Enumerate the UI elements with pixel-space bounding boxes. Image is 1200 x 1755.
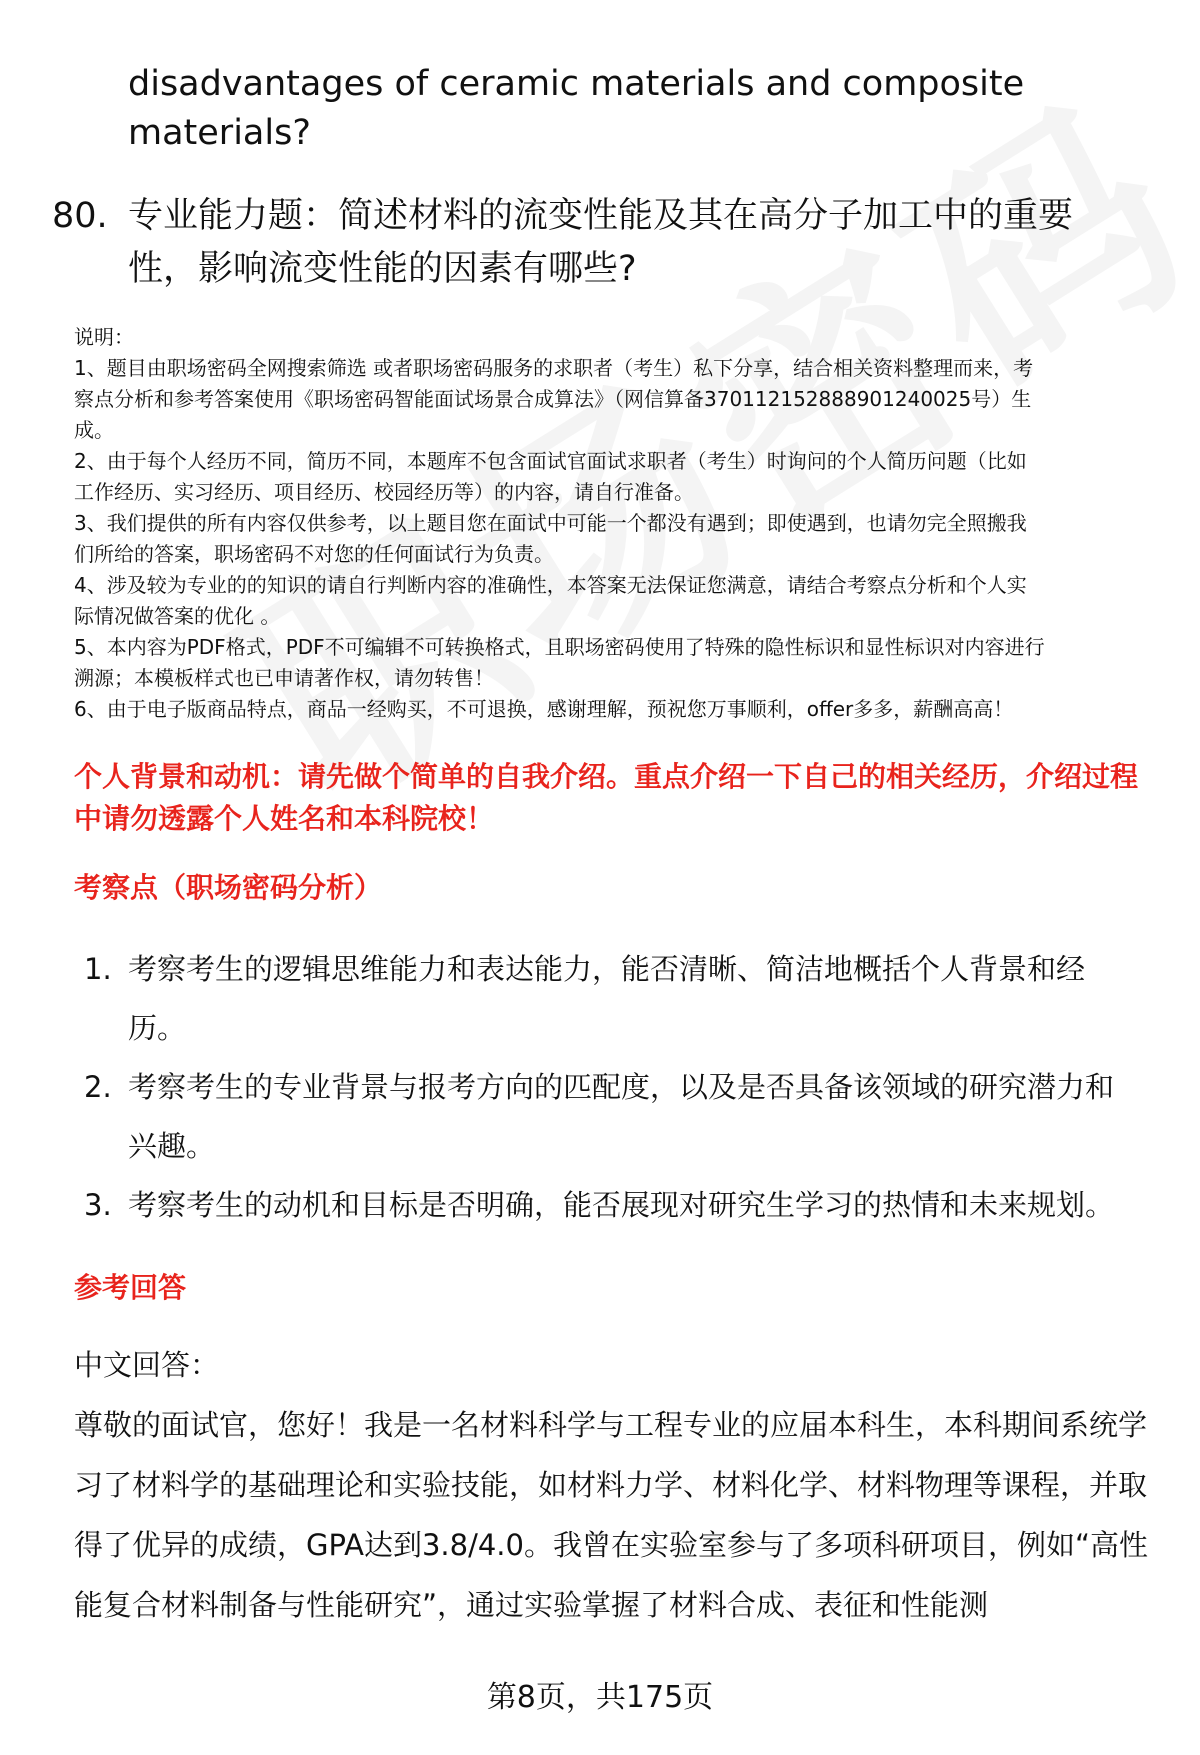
focus-item-number: 3.: [84, 1188, 112, 1222]
page-footer: 第8页，共175页: [486, 1680, 714, 1715]
disclaimer-notes: [74, 322, 1154, 725]
focus-item-text: 考察考生的专业背景与报考方向的匹配度，以及是否具备该领域的研究潜力和兴趣。: [128, 1070, 1115, 1163]
notes-line: 2、由于每个人经历不同，简历不同，本题库不包含面试官面试求职者（考生）时询问的个人简历问题（比如: [74, 449, 1027, 473]
focus-item: [84, 940, 1164, 1058]
focus-item-text: 考察考生的逻辑思维能力和表达能力，能否清晰、简洁地概括个人背景和经历。: [128, 952, 1086, 1045]
notes-line: 察点分析和参考答案使用《职场密码智能面试场景合成算法》（网信算备370112152888901240025号）生: [74, 387, 1032, 411]
focus-item: [84, 1176, 1164, 1235]
notes-line: 工作经历、实习经历、项目经历、校园经历等）的内容，请自行准备。: [74, 480, 694, 504]
notes-line: 6、由于电子版商品特点，商品一经购买，不可退换，感谢理解，预祝您万事顺利，offer多多，薪酬高高！: [74, 697, 1014, 721]
focus-item-text: 考察考生的动机和目标是否明确，能否展现对研究生学习的热情和未来规划。: [128, 1188, 1115, 1222]
notes-line: 1、题目由职场密码全网搜索筛选 或者职场密码服务的求职者（考生）私下分享，结合相关资料整理而来，考: [74, 356, 1034, 380]
focus-item-number: 1.: [84, 952, 112, 986]
answer-label: 中文回答：: [74, 1348, 220, 1382]
question-text: 专业能力题：简述材料的流变性能及其在高分子加工中的重要性，影响流变性能的因素有哪些?: [128, 196, 1074, 289]
notes-line: 溯源；本模板样式也已申请著作权，请勿转售！: [74, 666, 494, 690]
notes-line: 成。: [74, 418, 114, 442]
answer-paragraph: 尊敬的面试官，您好！我是一名材料科学与工程专业的应届本科生，本科期间系统学习了材料学的基础理论和实验技能，如材料力学、材料化学、材料物理等课程，并取得了优异的成绩，GPA达到3.8/4.0。我曾在实验室参与了多项科研项目，例如“高性能复合材料制备与性能研究”，通过实验掌握了材料合成、表征和性能测: [74, 1408, 1148, 1622]
focus-title: 考察点（职场密码分析）: [74, 871, 383, 904]
notes-line: 们所给的答案，职场密码不对您的任何面试行为负责。: [74, 542, 554, 566]
notes-line: 说明：: [74, 325, 134, 349]
notes-line: 5、本内容为PDF格式，PDF不可编辑不可转换格式，且职场密码使用了特殊的隐性标识和显性标识对内容进行: [74, 635, 1045, 659]
notes-line: 4、涉及较为专业的的知识的请自行判断内容的准确性，本答案无法保证您满意，请结合考察点分析和个人实: [74, 573, 1027, 597]
answer-title: 参考回答: [74, 1271, 187, 1304]
question-number: 80.: [52, 196, 108, 236]
question-continuation: disadvantages of ceramic materials and composite materials?: [128, 64, 1025, 153]
notes-line: 3、我们提供的所有内容仅供参考，以上题目您在面试中可能一个都没有遇到；即使遇到，也请勿完全照搬我: [74, 511, 1027, 535]
answer-body: [74, 1335, 1154, 1635]
focus-item: [84, 1058, 1164, 1176]
focus-item-number: 2.: [84, 1070, 112, 1104]
notes-line: 际情况做答案的优化 。: [74, 604, 281, 628]
intro-question: 个人背景和动机：请先做个简单的自我介绍。重点介绍一下自己的相关经历，介绍过程中请勿透露个人姓名和本科院校！: [74, 760, 1139, 835]
focus-list: [84, 940, 1164, 1235]
question-80: [52, 190, 1132, 296]
